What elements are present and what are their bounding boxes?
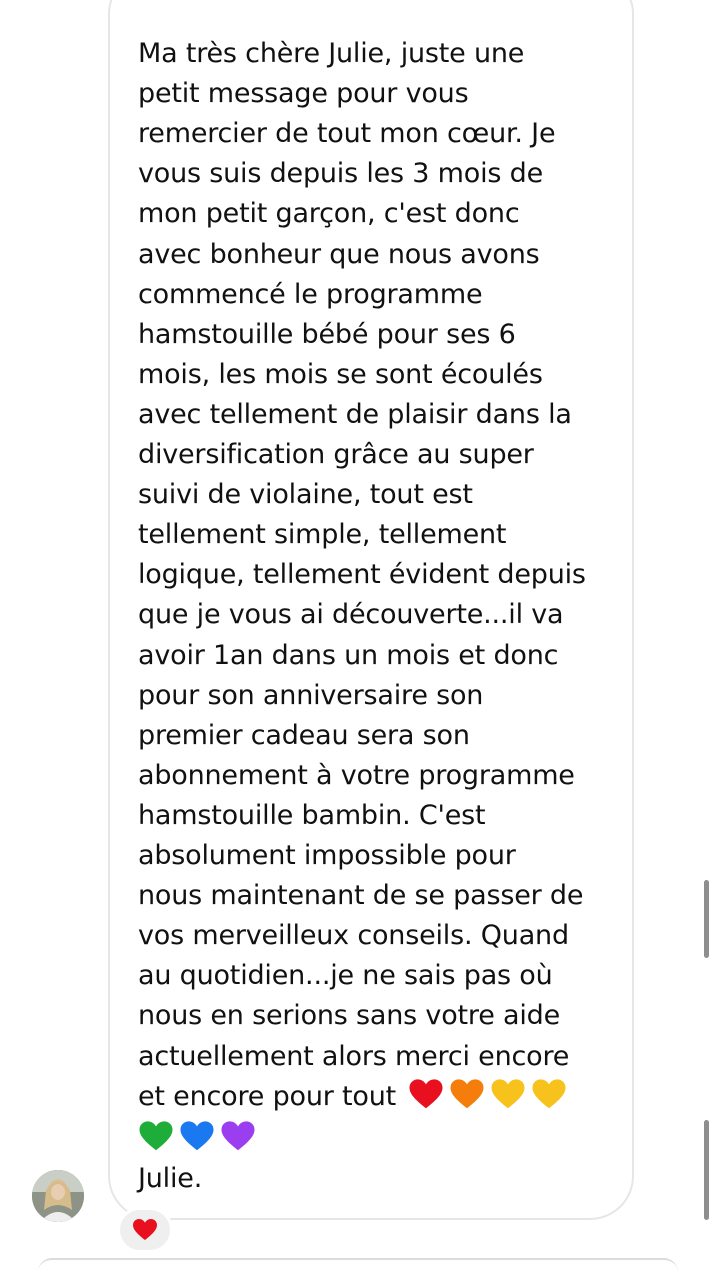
message-line-text: vos merveilleux conseils. Quand [138, 920, 569, 952]
message-line [138, 796, 485, 836]
heart-emoji-row [408, 1078, 567, 1111]
message-line [138, 74, 468, 114]
message-line-text: avoir 1an dans un mois et donc [138, 639, 559, 671]
message-line-text: nous maintenant de se passer de [138, 880, 584, 912]
message-line-text: que je vous ai découverte...il va [138, 599, 564, 631]
message-line [138, 1037, 569, 1077]
message-line-text: mon petit garçon, c'est donc [138, 198, 520, 230]
message-line [138, 435, 534, 475]
message-line [138, 836, 516, 876]
message-line [138, 34, 524, 74]
message-line-text: petit message pour vous [138, 78, 469, 110]
message-line-text: tellement simple, tellement [138, 519, 507, 551]
message-line-text: hamstouille bébé pour ses 6 [138, 318, 516, 350]
message-line-text: avec tellement de plaisir dans la [138, 398, 572, 430]
heart-emoji-row-2 [138, 1119, 256, 1159]
message-line-text: nous en serions sans votre aide [138, 1000, 561, 1032]
message-line [138, 956, 553, 996]
message-line [138, 1077, 567, 1117]
message-line-text: premier cadeau sera son [138, 719, 470, 751]
message-line [138, 996, 560, 1036]
message-line [138, 275, 482, 315]
message-line-text: Ma très chère Julie, juste une [138, 38, 525, 69]
message-signature: Julie. [138, 1162, 203, 1194]
user-photo-icon [32, 1170, 84, 1222]
scrollbar-thumb-lower[interactable] [704, 1120, 709, 1220]
message-line-text: avec bonheur que nous avons [138, 238, 540, 270]
message-line-text: mois, les mois se sont écoulés [138, 358, 543, 390]
message-line-text: abonnement à votre programme [138, 759, 575, 791]
message-line-text: remercier de tout mon cœur. Je [138, 118, 556, 150]
message-line-text: hamstouille bambin. C'est [138, 799, 486, 831]
heart-emoji-icon [179, 1120, 215, 1153]
message-line-text: actuellement alors merci encore [138, 1040, 570, 1072]
composer-edge [38, 1258, 678, 1271]
heart-emoji-icon [138, 1120, 174, 1153]
message-line [138, 355, 543, 395]
message-line-text: pour son anniversaire son [138, 679, 484, 711]
message-line [138, 315, 516, 355]
reaction-badge[interactable] [117, 1207, 173, 1253]
message-line-text: commencé le programme [138, 278, 483, 310]
message-line-text: logique, tellement évident depuis [138, 559, 586, 591]
red-heart-icon [132, 1218, 158, 1242]
message-line [138, 154, 543, 194]
message-line [138, 595, 563, 635]
message-line [138, 756, 575, 796]
message-line [138, 475, 473, 515]
message-line [138, 716, 470, 756]
message-line [138, 194, 519, 234]
heart-emoji-row [138, 1120, 256, 1153]
message-line [138, 395, 572, 435]
message-line [138, 555, 586, 595]
scrollbar-thumb[interactable] [704, 880, 709, 958]
message-line [138, 114, 555, 154]
message-line-text: absolument impossible pour [138, 840, 516, 871]
sender-avatar[interactable] [32, 1170, 84, 1222]
message-line-text: suivi de violaine, tout est [138, 479, 473, 511]
message-line [138, 916, 569, 956]
heart-emoji-icon [531, 1078, 567, 1111]
heart-emoji-icon [490, 1078, 526, 1111]
message-line-text: vous suis depuis les 3 mois de [138, 158, 543, 190]
message-line-text: au quotidien...je ne sais pas où [138, 960, 553, 992]
message-line [138, 235, 540, 275]
heart-emoji-icon [220, 1120, 256, 1153]
message-line-text: et encore pour tout [138, 1080, 397, 1112]
message-line-text: diversification grâce au super [138, 439, 534, 470]
message-line [138, 515, 506, 555]
heart-emoji-icon [449, 1078, 485, 1111]
message-line [138, 636, 558, 676]
heart-emoji-icon [408, 1078, 444, 1111]
message-line [138, 876, 583, 916]
message-line [138, 676, 483, 716]
